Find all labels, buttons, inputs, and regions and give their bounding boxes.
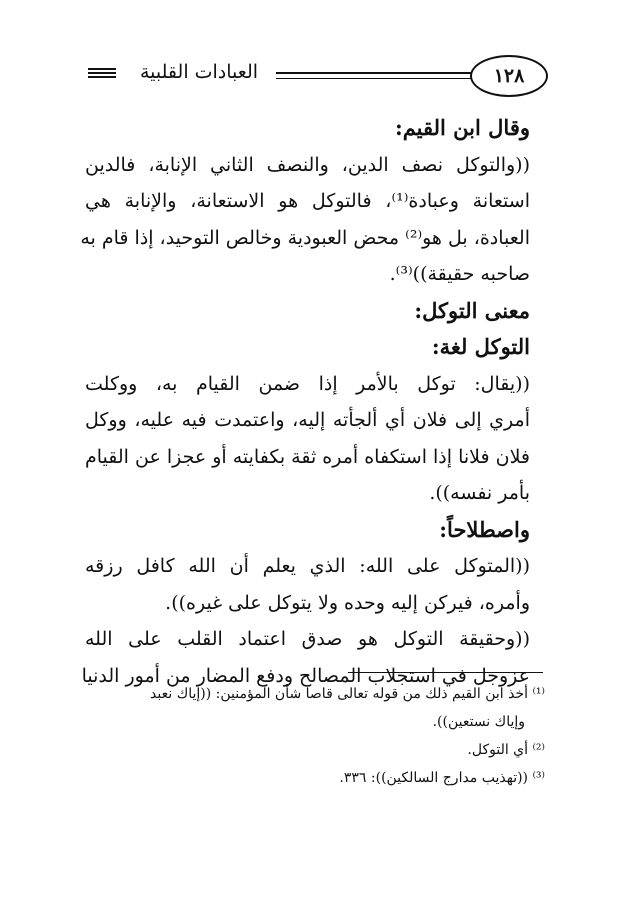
footnote: ⁽¹⁾ أخذ ابن القيم ذلك من قوله تعالى قاصا شأن المؤمنين: ((إياك نعبد bbox=[150, 686, 545, 702]
page-number: ١٢٨ bbox=[493, 65, 525, 87]
subsection-heading: واصطلاحاً: bbox=[439, 516, 530, 542]
footnote-separator bbox=[348, 672, 543, 673]
header-ornament-icon bbox=[88, 68, 116, 80]
header-rule-bottom bbox=[276, 78, 476, 79]
text-line: أمري إلى فلان أي ألجأته إليه، واعتمدت فيه عليه، ووكل bbox=[85, 409, 530, 431]
quote-intro-heading: وقال ابن القيم: bbox=[394, 115, 530, 140]
text-line: بأمر نفسه)). bbox=[429, 482, 530, 504]
subsection-heading: التوكل لغة: bbox=[431, 334, 530, 359]
text-line: عزوجل في استجلاب المصالح ودفع المضار من أمور الدنيا bbox=[81, 664, 530, 687]
text-line: ((يقال: توكل بالأمر إذا ضمن القيام به، ووكلت bbox=[85, 372, 530, 395]
text-line: ((المتوكل على الله: الذي يعلم أن الله كافل رزقه bbox=[85, 555, 530, 577]
text-line: ((والتوكل نصف الدين، والنصف الثاني الإنابة، فالدين bbox=[85, 153, 530, 176]
text-line: صاحبه حقيقة))⁽³⁾. bbox=[389, 263, 530, 285]
page-number-oval bbox=[470, 55, 548, 97]
section-heading: معنى التوكل: bbox=[414, 297, 530, 323]
running-title: العبادات القلبية bbox=[124, 61, 274, 83]
footnotes bbox=[75, 680, 545, 792]
page-header bbox=[88, 55, 548, 99]
footnote: ⁽²⁾ أي التوكل. bbox=[467, 742, 545, 758]
text-line: العبادة، بل هو⁽²⁾ محض العبودية وخالص التوحيد، إذا قام به bbox=[80, 226, 530, 249]
text-line: استعانة وعبادة⁽¹⁾، فالتوكل هو الاستعانة، والإنابة هي bbox=[85, 190, 530, 212]
text-line: وأمره، فيركن إليه وحده ولا يتوكل على غيره)). bbox=[165, 591, 530, 614]
footnote: ⁽³⁾ ((تهذيب مدارج السالكين)): ٣٣٦. bbox=[339, 770, 545, 786]
header-rule-top bbox=[276, 72, 476, 74]
text-line: ((وحقيقة التوكل هو صدق اعتماد القلب على الله bbox=[85, 628, 530, 650]
footnote-continuation: وإياك نستعين)). bbox=[432, 714, 525, 730]
text-line: فلان فلانا إذا استكفاه أمره ثقة بكفايته أو عجزا عن القيام bbox=[84, 445, 530, 468]
page-body bbox=[80, 110, 530, 694]
